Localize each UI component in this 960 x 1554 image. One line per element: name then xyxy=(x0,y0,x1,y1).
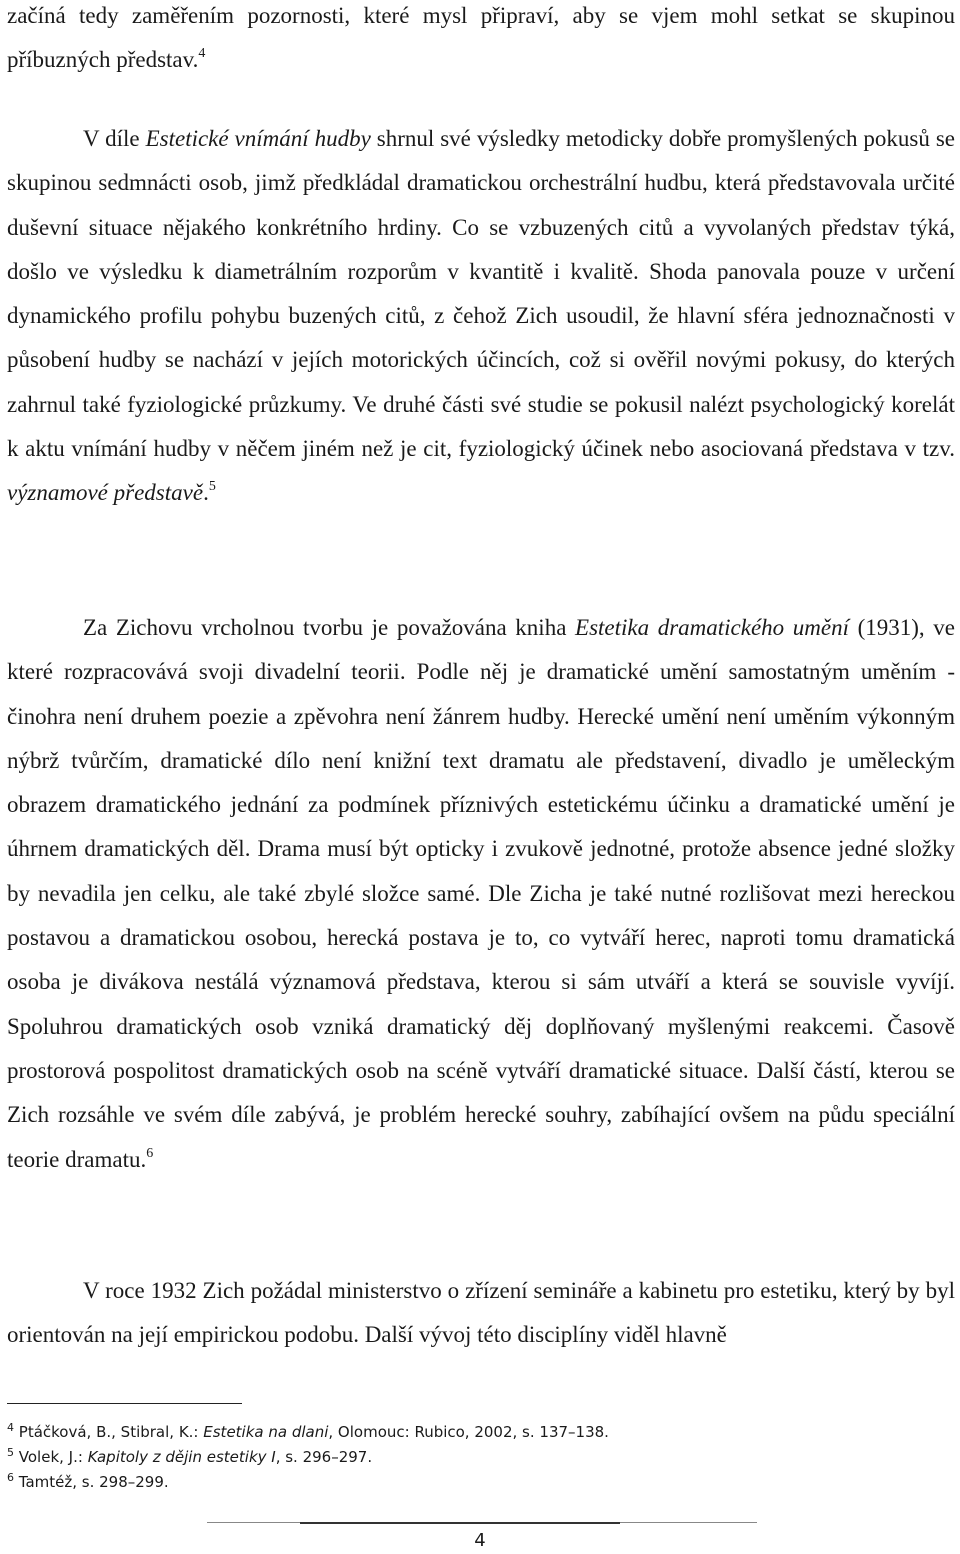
footnote-text: , s. 296–297. xyxy=(275,1448,373,1466)
book-title: Estetika dramatického umění xyxy=(575,615,849,640)
footnote-text: Volek, J.: xyxy=(18,1448,88,1466)
footnote-ref: 6 xyxy=(146,1145,154,1161)
book-title: Estetické vnímání hudby xyxy=(145,126,371,151)
paragraph-text: Za Zichovu vrcholnou tvorbu je považována kniha xyxy=(83,615,576,640)
footnotes xyxy=(7,1420,907,1495)
paragraph-text: (1931), ve které rozpracovává svoji divadelní teorii. Podle něj je dramatické umění samostatným uměním - činohra není druhem poezie a zpěvohra není žánrem hudby. Herecké umění není uměním výkonným nýbrž tvůrčím, dramatické dílo není knižní text dramatu ale představení, divadlo je uměleckým obrazem dramatického jednání za podmínek příznivých estetickému účinku a dramatické umění je úhrnem dramatických děl. Drama musí být opticky i zvukově jednotné, protože absence jedné složky by nevadila jen celku, ale také zbylé složce samé. Dle Zicha je také nutné rozlišovat mezi hereckou postavou a dramatickou osobou, herecká postava je to, co vytváří herec, naproti tomu dramatická osoba je divákova nestálá významová představa, kterou si sám utváří a která se souvisle vyvíjí. Spoluhrou dramatických osob vzniká dramatický děj doplňovaný myšlenými reakcemi. Časově prostorová pospolitost dramatických osob na scéně vytváří dramatické situace. Další částí, kterou se Zich rozsáhle ve svém díle zabývá, je problém herecké souhry, zabíhající ovšem na půdu speciální teorie dramatu. xyxy=(7,615,955,1172)
italic-term: významové představě xyxy=(7,480,204,506)
paragraph-text: V roce 1932 Zich požádal ministerstvo o zřízení semináře a kabinetu pro estetiku, který by byl orientován na její empirickou podobu. Další vývoj této disciplíny viděl hlavně xyxy=(7,1278,955,1348)
footnote-ref: 4 xyxy=(198,46,206,62)
paragraph-3 xyxy=(7,606,955,1182)
paragraph-text: V díle xyxy=(83,126,146,151)
paragraph-text: . xyxy=(203,480,209,506)
footnote-text: , Olomouc: Rubico, 2002, s. 137–138. xyxy=(328,1423,609,1441)
paragraph-4 xyxy=(7,1269,955,1358)
paragraph-text: začíná tedy zaměřením pozornosti, které mysl připraví, aby se vjem mohl setkat se skupinou příbuzných představ. xyxy=(7,3,955,73)
paragraph-text: shrnul své výsledky metodicky dobře promyšlených pokusů se skupinou sedmnácti osob, jimž předkládal dramatickou orchestrální hudbu, která představovala určité duševní situace nějakého konkrétního hrdiny. Co se vzbuzených citů a vyvolaných představ týká, došlo ve výsledku k diametrálním rozporům v kvantitě i kvalitě. Shoda panovala pouze v určení dynamického profilu pohybu buzených citů, z čehož Zich usoudil, že hlavní sféra jednoznačnosti v působení hudby se nachází v jejích motorických účincích, což si ověřil novými pokusy, do kterých zahrnul také fyziologické průzkumy. Ve druhé části své studie se pokusil nalézt psychologický korelát k aktu vnímání hudby v něčem jiném než je cit, fyziologický účinek nebo asociovaná představa v tzv. xyxy=(7,126,955,462)
footnote-title: Kapitoly z dějin estetiky I xyxy=(87,1448,276,1466)
footnote-number: 6 xyxy=(7,1471,14,1484)
paragraph-1 xyxy=(7,0,955,83)
footnote-title: Estetika na dlani xyxy=(203,1423,329,1441)
footnote-separator xyxy=(7,1403,242,1404)
footnote-number: 4 xyxy=(7,1421,14,1434)
footnote-text: Ptáčková, B., Stibral, K.: xyxy=(18,1423,204,1441)
footnote-ref: 5 xyxy=(208,479,216,495)
page-footer-rule-accent xyxy=(300,1522,620,1524)
footnote-4 xyxy=(7,1420,907,1445)
footnote-5 xyxy=(7,1445,907,1470)
paragraph-2 xyxy=(7,117,955,516)
footnote-text: Tamtéž, s. 298–299. xyxy=(18,1473,169,1491)
footnote-6 xyxy=(7,1470,907,1495)
page-number: 4 xyxy=(474,1530,486,1551)
footnote-number: 5 xyxy=(7,1446,14,1459)
